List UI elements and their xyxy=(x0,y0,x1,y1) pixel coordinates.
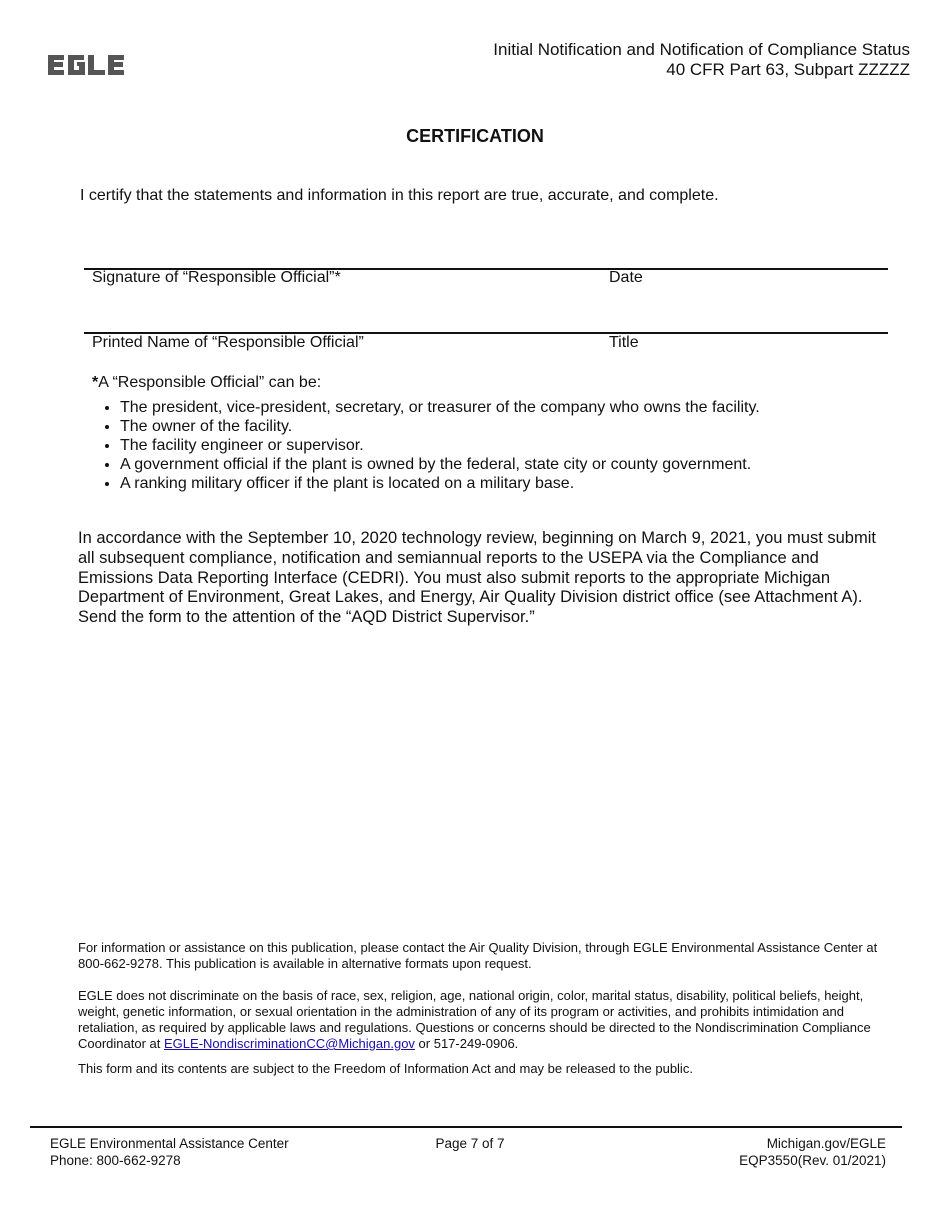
list-item: • The president, vice-president, secretary, or treasurer of the company who owns the facility. xyxy=(120,398,760,417)
nondiscrimination-email-link[interactable]: EGLE-NondiscriminationCC@Michigan.gov xyxy=(164,1036,415,1051)
footer-phone: Phone: 800-662-9278 xyxy=(50,1153,181,1168)
title-label: Title xyxy=(609,334,639,351)
footer-website: Michigan.gov/EGLE xyxy=(766,1136,886,1151)
nondiscrimination-phone: or 517-249-0906. xyxy=(418,1036,519,1051)
footer-org-name: EGLE Environmental Assistance Center xyxy=(50,1136,289,1151)
page-title: CERTIFICATION xyxy=(406,126,544,146)
cedri-instructions: In accordance with the September 10, 2020 technology review, beginning on March 9, 2021, you must submit all subsequent compliance, notification and semiannual reports to the USEPA via the Compliance and Emissions Data Reporting Interface (CEDRI). You must also submit reports to the appropriate Michigan Department of Environment, Great Lakes, and Energy, Air Quality Division district office (see Attachment A). Send the form to the attention of the “AQD District Supervisor.” xyxy=(78,529,876,627)
nondiscrimination-text: EGLE does not discriminate on the basis of race, sex, religion, age, national origin, color, marital status, disability, political beliefs, height, weight, genetic information, or sexual orientation in the administration of any of its program or activities, and prohibits intimidation and retaliation, as required by applicable laws and regulations. Questions or concerns should be directed to the Nondiscrimination Compliance Coordinator at xyxy=(78,988,871,1051)
page-number: Page 7 of 7 xyxy=(435,1136,505,1151)
responsible-official-heading xyxy=(92,374,321,392)
egle-logo xyxy=(46,52,128,78)
header-regulation: 40 CFR Part 63, Subpart ZZZZZ xyxy=(666,60,910,79)
list-item: • A ranking military officer if the plant is located on a military base. xyxy=(120,474,760,493)
printed-name-label: Printed Name of “Responsible Official” xyxy=(92,334,364,351)
list-item: • The owner of the facility. xyxy=(120,417,760,436)
list-item: • A government official if the plant is owned by the federal, state city or county government. xyxy=(120,455,760,474)
footer-right xyxy=(739,1135,886,1169)
footer-divider xyxy=(30,1126,902,1128)
date-label: Date xyxy=(609,269,643,286)
list-item: • The facility engineer or supervisor. xyxy=(120,436,760,455)
egle-logo-mark xyxy=(46,52,128,78)
footer-form-number: EQP3550(Rev. 01/2021) xyxy=(739,1153,886,1168)
foia-paragraph: This form and its contents are subject to the Freedom of Information Act and may be released to the public. xyxy=(78,1061,693,1076)
certify-statement: I certify that the statements and information in this report are true, accurate, and complete. xyxy=(80,187,719,204)
document-header xyxy=(493,40,910,80)
responsible-official-list xyxy=(100,398,760,493)
nondiscrimination-paragraph xyxy=(78,988,888,1052)
header-form-title: Initial Notification and Notification of Compliance Status xyxy=(493,40,910,59)
info-paragraph: For information or assistance on this publication, please contact the Air Quality Division, through EGLE Environmental Assistance Center at 800-662-9278. This publication is available in alternative formats upon request. xyxy=(78,940,878,971)
signature-label: Signature of “Responsible Official”* xyxy=(92,269,341,286)
asterisk: * xyxy=(92,374,99,391)
responsible-official-heading-text: A “Responsible Official” can be: xyxy=(98,374,322,391)
